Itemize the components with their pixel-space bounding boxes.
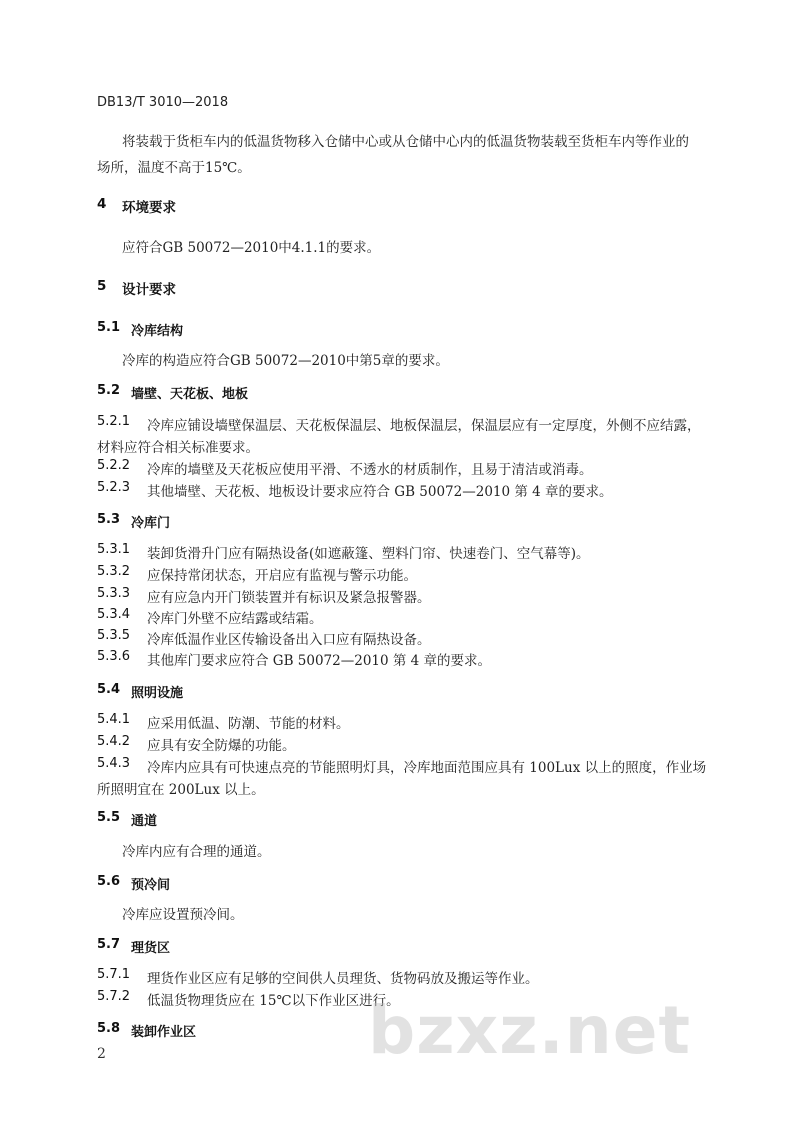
item-5-4-3-number: 5.4.3 (97, 756, 131, 771)
section-5-4-number: 5.4 (97, 682, 121, 697)
section-5-number: 5 (97, 278, 107, 294)
section-5-6-number: 5.6 (97, 874, 121, 889)
item-5-4-2-text: 应具有安全防爆的功能。 (147, 738, 296, 754)
section-5-4-title: 照明设施 (131, 686, 184, 701)
section-5-8-title: 装卸作业区 (131, 1025, 197, 1040)
item-5-2-3-number: 5.2.3 (97, 480, 131, 495)
section-5-6-title: 预冷间 (131, 878, 171, 893)
section-5-3-number: 5.3 (97, 512, 121, 527)
item-5-4-1-text: 应采用低温、防潮、节能的材料。 (147, 716, 350, 732)
item-5-7-1-number: 5.7.1 (97, 967, 131, 982)
item-5-3-5-text: 冷库低温作业区传输设备出入口应有隔热设备。 (147, 632, 431, 648)
item-5-4-3-line-1: 冷库内应具有可快速点亮的节能照明灯具，冷库地面范围应具有 100Lux 以上的照度，作业场 (147, 760, 707, 776)
item-5-3-2-number: 5.3.2 (97, 564, 131, 579)
item-5-3-6-text: 其他库门要求应符合 GB 50072—2010 第 4 章的要求。 (147, 653, 492, 669)
item-5-3-2-text: 应保持常闭状态，开启应有监视与警示功能。 (147, 568, 417, 584)
intro-line-1: 将装载于货柜车内的低温货物移入仓储中心或从仓储中心内的低温货物装载至货柜车内等作业的 (122, 134, 689, 150)
watermark: bzxz.net (368, 992, 692, 1069)
section-5-7-number: 5.7 (97, 937, 121, 952)
item-5-2-1-line-1: 冷库应铺设墙壁保温层、天花板保温层、地板保温层，保温层应有一定厚度，外侧不应结露， (147, 418, 701, 434)
item-5-3-4-text: 冷库门外壁不应结露或结霜。 (147, 611, 323, 627)
item-5-3-3-number: 5.3.3 (97, 586, 131, 601)
section-5-2-number: 5.2 (97, 383, 121, 398)
item-5-3-1-text: 装卸货滑升门应有隔热设备(如遮蔽篷、塑料门帘、快速卷门、空气幕等)。 (147, 546, 590, 562)
section-5-2-title: 墙壁、天花板、地板 (131, 387, 249, 402)
item-5-4-3-line-2: 所照明宜在 200Lux 以上。 (97, 782, 265, 798)
item-5-7-2-number: 5.7.2 (97, 989, 131, 1004)
item-5-7-2-text: 低温货物理货应在 15℃以下作业区进行。 (147, 993, 400, 1009)
item-5-3-5-number: 5.3.5 (97, 628, 131, 643)
section-4-number: 4 (97, 196, 107, 212)
item-5-3-4-number: 5.3.4 (97, 607, 131, 622)
section-4-title: 环境要求 (122, 200, 176, 216)
section-5-title: 设计要求 (122, 282, 176, 298)
item-5-3-1-number: 5.3.1 (97, 542, 131, 557)
section-5-5-number: 5.5 (97, 810, 121, 825)
section-5-1-number: 5.1 (97, 320, 121, 335)
item-5-2-1-line-2: 材料应符合相关标准要求。 (97, 440, 259, 456)
section-5-6-text: 冷库应设置预冷间。 (122, 907, 244, 923)
intro-line-2: 场所，温度不高于15℃。 (97, 160, 251, 176)
item-5-2-3-text: 其他墙壁、天花板、地板设计要求应符合 GB 50072—2010 第 4 章的要求。 (147, 484, 613, 500)
item-5-2-2-number: 5.2.2 (97, 458, 131, 473)
section-4-text: 应符合GB 50072—2010中4.1.1的要求。 (122, 240, 381, 256)
item-5-2-1-number: 5.2.1 (97, 414, 131, 429)
section-5-1-text: 冷库的构造应符合GB 50072—2010中第5章的要求。 (122, 353, 449, 369)
item-5-4-2-number: 5.4.2 (97, 734, 131, 749)
section-5-7-title: 理货区 (131, 941, 171, 956)
item-5-4-1-number: 5.4.1 (97, 712, 131, 727)
section-5-8-number: 5.8 (97, 1021, 121, 1036)
item-5-7-1-text: 理货作业区应有足够的空间供人员理货、货物码放及搬运等作业。 (147, 971, 539, 987)
standard-code: DB13/T 3010—2018 (97, 95, 229, 110)
page-number: 2 (97, 1046, 106, 1062)
section-5-3-title: 冷库门 (131, 516, 171, 531)
item-5-2-2-text: 冷库的墙壁及天花板应使用平滑、不透水的材质制作，且易于清洁或消毒。 (147, 462, 593, 478)
section-5-5-text: 冷库内应有合理的通道。 (122, 844, 271, 860)
section-5-5-title: 通道 (131, 814, 158, 829)
section-5-1-title: 冷库结构 (131, 324, 184, 339)
item-5-3-3-text: 应有应急内开门锁装置并有标识及紧急报警器。 (147, 590, 431, 606)
item-5-3-6-number: 5.3.6 (97, 649, 131, 664)
